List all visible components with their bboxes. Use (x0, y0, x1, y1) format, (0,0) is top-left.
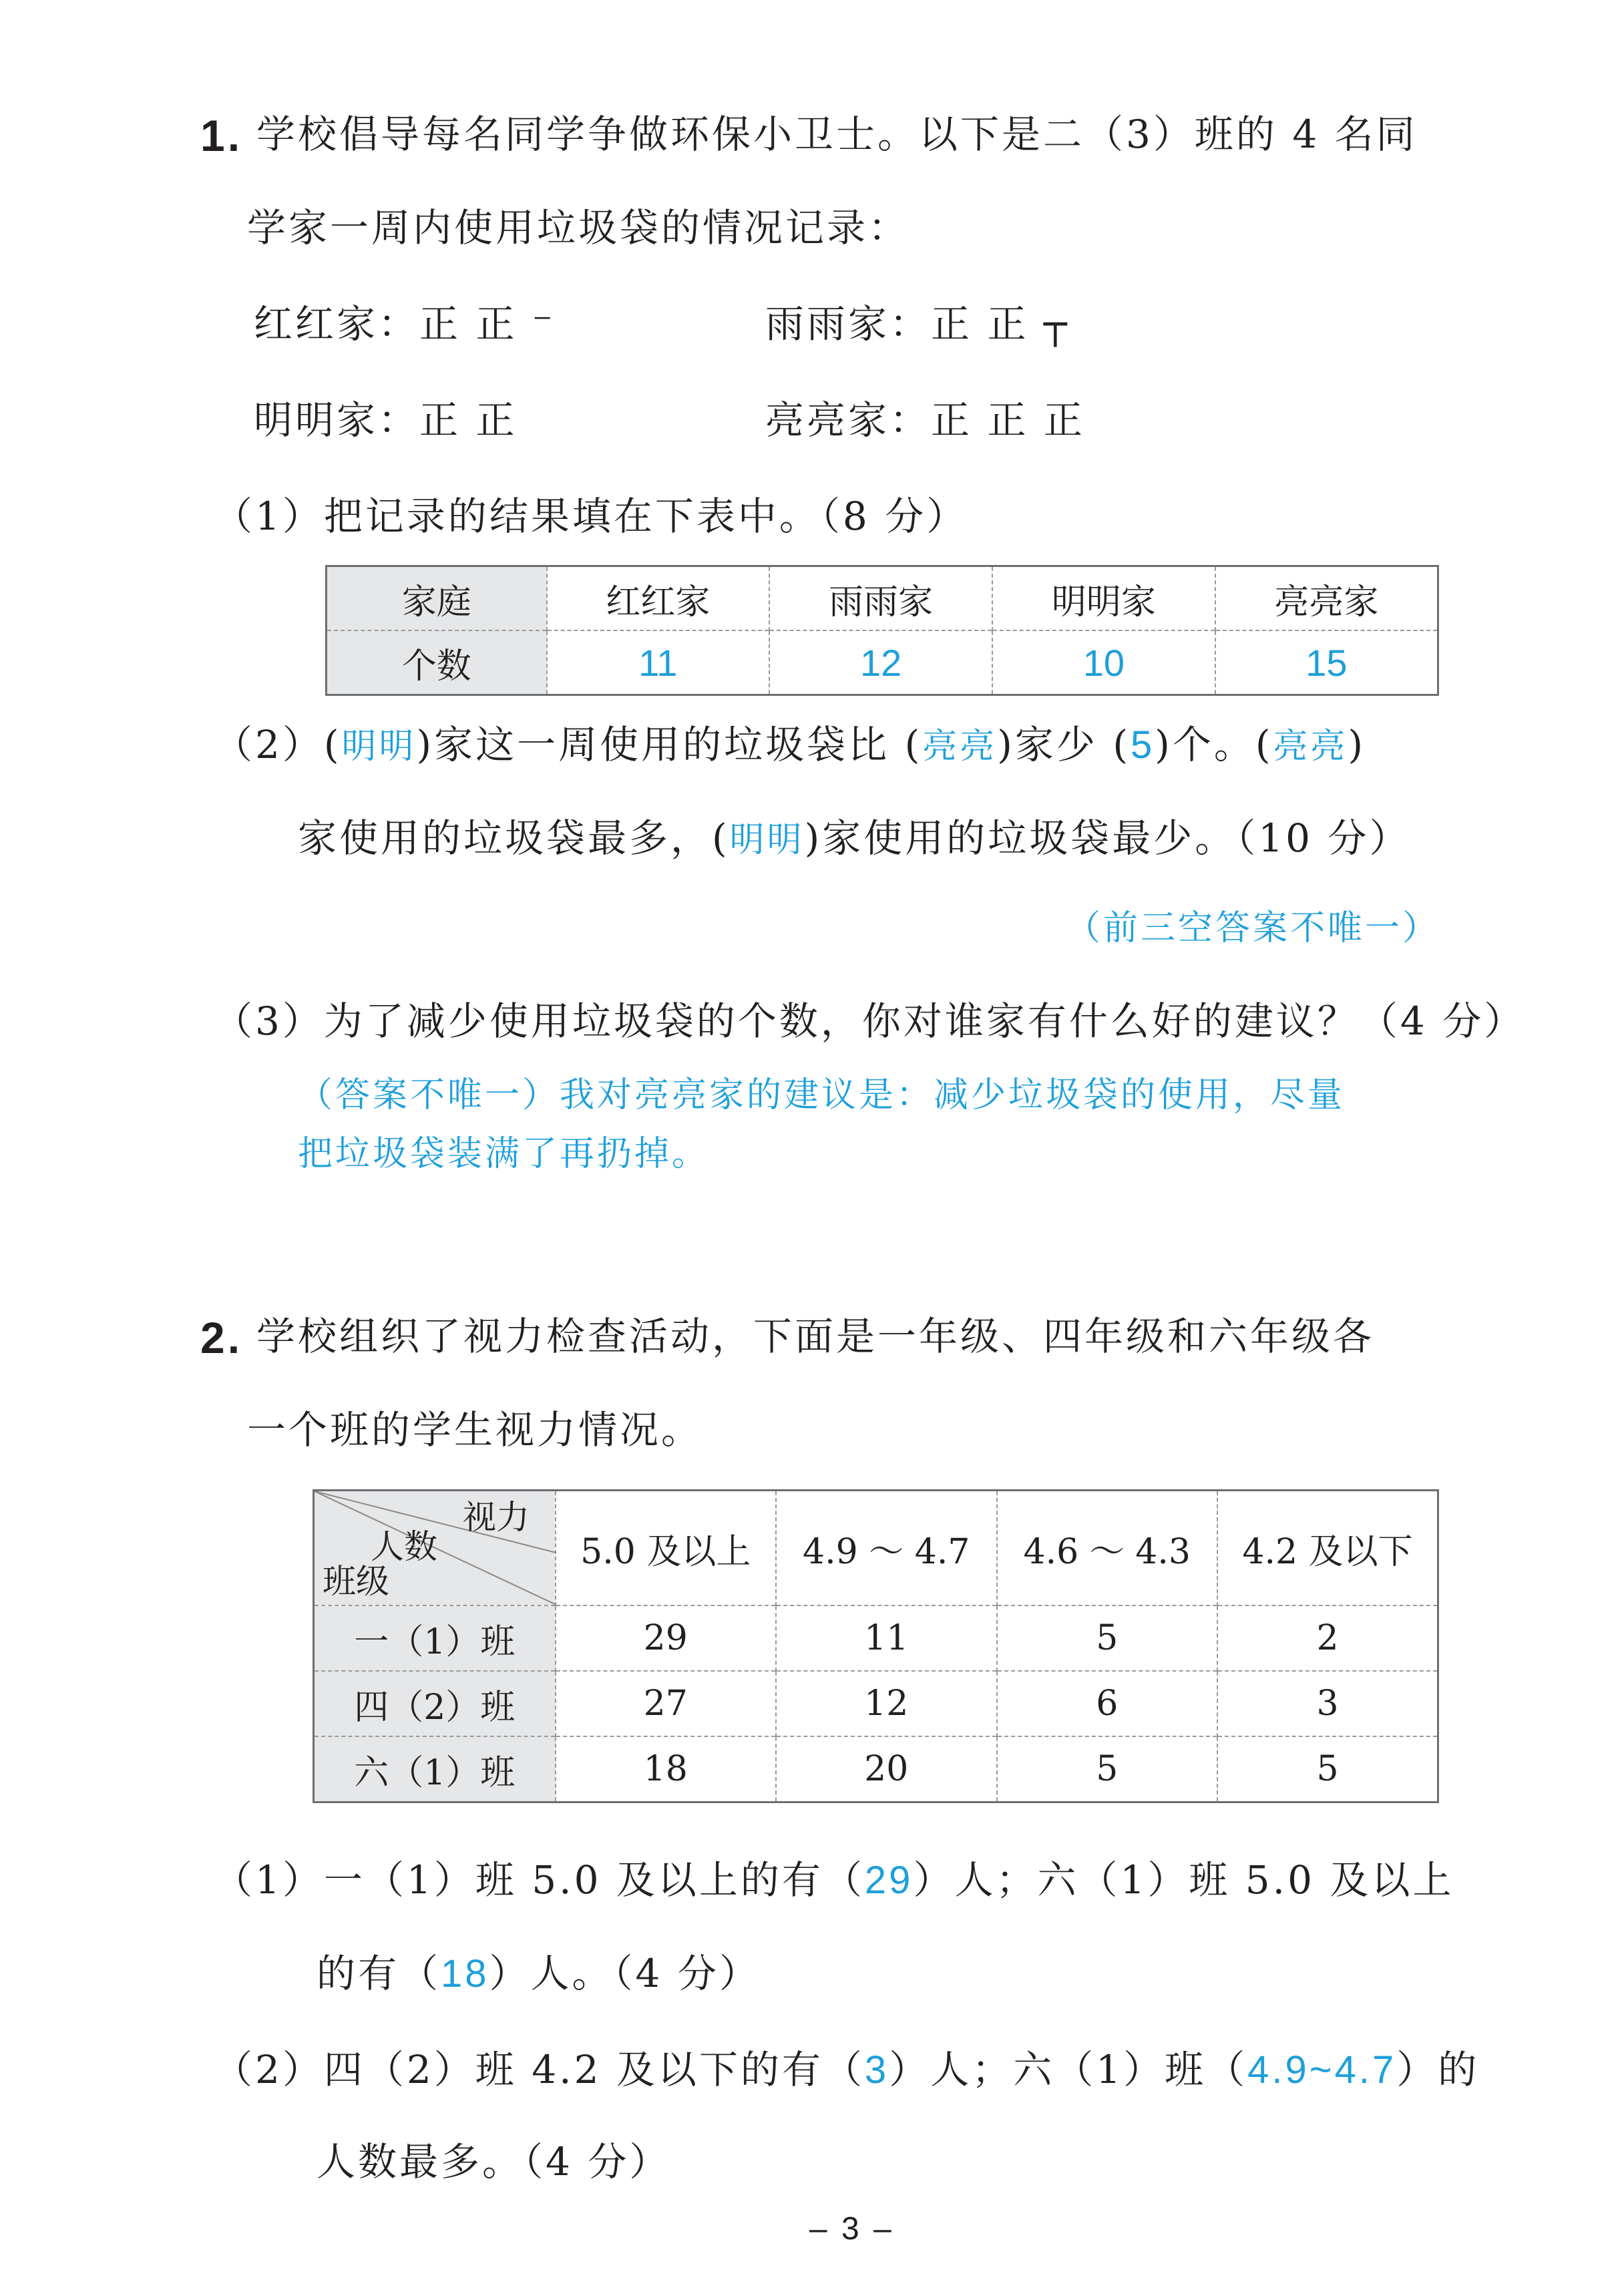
q1-part3-label: （3）为了减少使用垃圾袋的个数，你对谁家有什么好的建议？（4 分） (214, 998, 1526, 1044)
class-name: 四（2）班 (314, 1671, 556, 1736)
garbage-bag-table (325, 565, 1439, 696)
text: ）的 (1396, 2047, 1480, 2092)
table-cell: 5 (1217, 1736, 1438, 1802)
family-cell: 亮亮家 (1215, 566, 1438, 631)
record-name: 亮亮家： (765, 397, 932, 443)
answer-blank: 亮亮 (1273, 727, 1348, 767)
q1-part1-label: （1）把记录的结果填在下表中。（8 分） (214, 494, 968, 539)
count-answer: 15 (1215, 630, 1438, 695)
q2-text-line1: 学校组织了视力检查活动，下面是一年级、四年级和六年级各 (256, 1314, 1375, 1359)
text: 家使用的垃圾袋最多，( (298, 815, 730, 861)
column-header: 5.0 及以上 (556, 1491, 777, 1606)
q2-part2-line2: 人数最多。（4 分） (317, 2139, 671, 2184)
q1-text-line1: 学校倡导每名同学争做环保小卫士。以下是二（3）班的 4 名同 (256, 112, 1418, 157)
text: ）人；六（1）班（ (889, 2047, 1248, 2092)
table-row (314, 1736, 1438, 1802)
q1-number: 1. (200, 111, 243, 160)
table-cell: 5 (997, 1736, 1218, 1802)
q2-part1-line2 (317, 1951, 761, 1996)
corner-label-class: 班级 (323, 1562, 389, 1601)
record-liangliang (765, 397, 1085, 443)
q1-part3-answer-line2: 把垃圾袋装满了再扔掉。 (298, 1134, 710, 1174)
table-cell: 11 (776, 1605, 997, 1671)
text: )个。( (1155, 722, 1273, 767)
tally-marks: 正 正 正 (931, 397, 1085, 443)
q1-part2-line1 (214, 722, 1366, 767)
answer-blank: 明明 (729, 820, 805, 860)
text: ）人；六（1）班 5.0 及以上 (913, 1857, 1454, 1903)
q1-part2-line2 (298, 815, 1411, 861)
table-row (314, 1605, 1438, 1671)
record-name: 红红家： (254, 301, 420, 347)
q2-part2-line1 (214, 2047, 1480, 2092)
class-name: 一（1）班 (314, 1605, 556, 1671)
table-cell: 5 (997, 1605, 1218, 1671)
table-cell: 18 (556, 1736, 777, 1802)
text: )家使用的垃圾袋最少。（10 分） (804, 815, 1411, 861)
answer-blank: 明明 (341, 727, 417, 767)
q2-part1-line1 (214, 1857, 1454, 1903)
answer-blank: 18 (441, 1952, 489, 1995)
record-yuyu (765, 301, 1070, 347)
answer-blank: 3 (864, 2048, 889, 2092)
tally-marks: 正 正 ┬ (931, 301, 1070, 347)
row-header-family: 家庭 (327, 566, 547, 631)
answer-blank: 29 (864, 1859, 914, 1902)
table-row (314, 1671, 1438, 1736)
count-answer: 12 (769, 630, 992, 695)
q1-text-line2: 学家一周内使用垃圾袋的情况记录： (247, 205, 910, 250)
corner-label-eyesight: 视力 (463, 1498, 530, 1537)
answer-blank: 5 (1130, 723, 1155, 767)
table-cell: 2 (1217, 1605, 1438, 1671)
tally-marks: 正 正 ⁻ (419, 301, 556, 347)
column-header: 4.9 ～ 4.7 (776, 1491, 997, 1606)
q1-part3-answer-line1: （答案不唯一）我对亮亮家的建议是：减少垃圾袋的使用，尽量 (298, 1075, 1346, 1115)
answer-blank: 亮亮 (922, 727, 998, 767)
column-header: 4.2 及以下 (1217, 1491, 1438, 1606)
q2-text-line2: 一个班的学生视力情况。 (247, 1407, 703, 1453)
family-cell: 雨雨家 (769, 566, 992, 631)
text: ）人。（4 分） (489, 1951, 761, 1996)
tally-marks: 正 正 (419, 397, 518, 443)
table-cell: 6 (997, 1671, 1218, 1736)
class-name: 六（1）班 (314, 1736, 556, 1802)
q2-number: 2. (200, 1313, 243, 1362)
table-cell: 27 (556, 1671, 777, 1736)
count-answer: 11 (547, 630, 770, 695)
family-cell: 明明家 (992, 566, 1215, 631)
text: 的有（ (317, 1951, 441, 1996)
answer-blank: 4.9~4.7 (1247, 2048, 1397, 2092)
text: ) (1348, 722, 1366, 767)
record-name: 明明家： (254, 397, 420, 443)
record-honghong (254, 301, 556, 347)
page-number: – 3 – (809, 2211, 894, 2247)
text: )家少 ( (997, 722, 1131, 767)
table-cell: 3 (1217, 1671, 1438, 1736)
text: （1）一（1）班 5.0 及以上的有（ (214, 1857, 865, 1903)
table-cell: 20 (776, 1736, 997, 1802)
diagonal-header-cell (314, 1491, 556, 1606)
count-answer: 10 (992, 630, 1215, 695)
text: （2）( (214, 722, 342, 767)
record-mingming (254, 397, 518, 443)
record-name: 雨雨家： (765, 301, 932, 347)
text: （2）四（2）班 4.2 及以下的有（ (214, 2047, 865, 2092)
family-cell: 红红家 (547, 566, 770, 631)
corner-label-people: 人数 (371, 1527, 437, 1566)
text: )家这一周使用的垃圾袋比 ( (416, 722, 923, 767)
table-cell: 29 (556, 1605, 777, 1671)
eyesight-table (313, 1489, 1439, 1803)
column-header: 4.6 ～ 4.3 (997, 1491, 1218, 1606)
q1-part2-note: （前三空答案不唯一） (1066, 908, 1440, 948)
table-cell: 12 (776, 1671, 997, 1736)
row-header-count: 个数 (327, 630, 547, 695)
